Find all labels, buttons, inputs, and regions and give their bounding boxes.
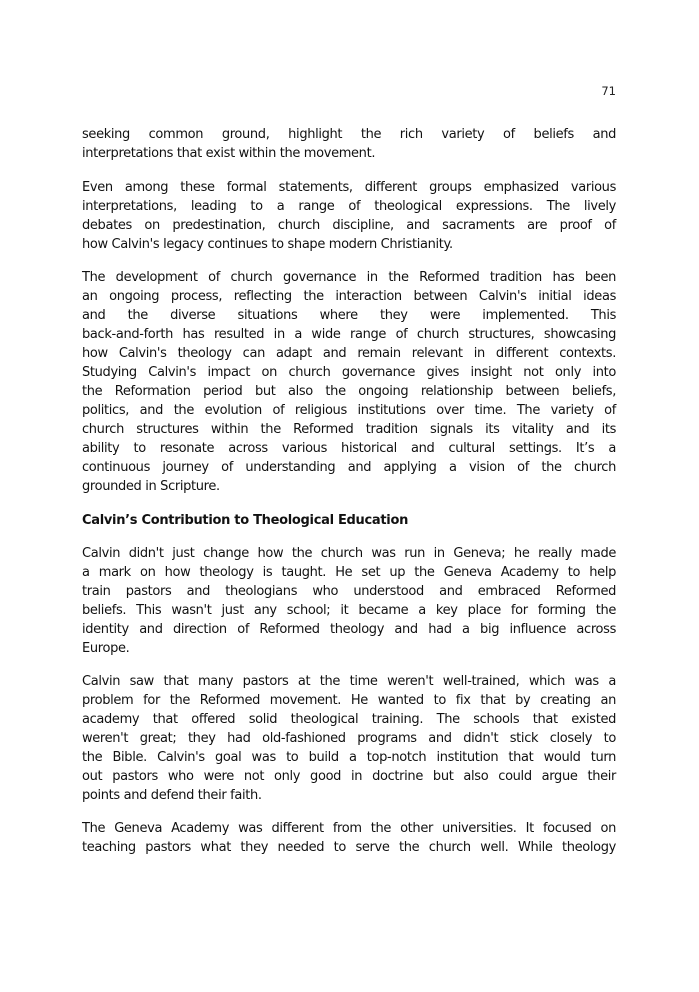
text-line: out pastors who were not only good in doctrine but also could argue their bbox=[82, 769, 616, 784]
text-line: how Calvin's theology can adapt and remain relevant in different contexts. bbox=[82, 346, 616, 361]
text-line: academy that offered solid theological training. The schools that existed bbox=[82, 712, 616, 727]
text-line: Calvin saw that many pastors at the time weren't well-trained, which was a bbox=[82, 674, 616, 689]
text-line: continuous journey of understanding and applying a vision of the church bbox=[82, 460, 616, 475]
text-line: The Geneva Academy was different from the other universities. It focused on bbox=[82, 821, 616, 836]
paragraph-1 bbox=[82, 125, 616, 163]
text-line: politics, and the evolution of religious institutions over time. The variety of bbox=[82, 403, 616, 418]
text-line: Studying Calvin's impact on church governance gives insight not only into bbox=[82, 365, 616, 380]
text-line: and the diverse situations where they were implemented. This bbox=[82, 308, 616, 323]
text-line: Europe. bbox=[82, 641, 130, 656]
text-line: identity and direction of Reformed theology and had a big influence across bbox=[82, 622, 616, 637]
text-line: interpretations that exist within the movement. bbox=[82, 146, 376, 161]
paragraph-3 bbox=[82, 268, 616, 496]
text-line: the Reformation period but also the ongoing relationship between beliefs, bbox=[82, 384, 616, 399]
text-line: how Calvin's legacy continues to shape modern Christianity. bbox=[82, 237, 453, 252]
section-paragraph-3 bbox=[82, 819, 616, 857]
text-line: teaching pastors what they needed to serve the church well. While theology bbox=[82, 840, 616, 855]
text-line: seeking common ground, highlight the rich variety of beliefs and bbox=[82, 127, 616, 142]
text-line: an ongoing process, reflecting the interaction between Calvin's initial ideas bbox=[82, 289, 616, 304]
text-line: church structures within the Reformed tradition signals its vitality and its bbox=[82, 422, 616, 437]
text-line: problem for the Reformed movement. He wanted to fix that by creating an bbox=[82, 693, 616, 708]
text-line: Calvin didn't just change how the church was run in Geneva; he really made bbox=[82, 546, 616, 561]
paragraph-2 bbox=[82, 178, 616, 254]
text-line: grounded in Scripture. bbox=[82, 479, 220, 494]
text-line: train pastors and theologians who understood and embraced Reformed bbox=[82, 584, 616, 599]
text-line: weren't great; they had old-fashioned programs and didn't stick closely to bbox=[82, 731, 616, 746]
text-line: ability to resonate across various historical and cultural settings. It’s a bbox=[82, 441, 616, 456]
text-line: beliefs. This wasn't just any school; it became a key place for forming the bbox=[82, 603, 616, 618]
text-line: The development of church governance in the Reformed tradition has been bbox=[82, 270, 616, 285]
text-line: interpretations, leading to a range of theological expressions. The lively bbox=[82, 199, 616, 214]
text-line: points and defend their faith. bbox=[82, 788, 262, 803]
text-line: the Bible. Calvin's goal was to build a top-notch institution that would turn bbox=[82, 750, 616, 765]
text-line: Even among these formal statements, different groups emphasized various bbox=[82, 180, 616, 195]
section-paragraph-1 bbox=[82, 544, 616, 658]
page-number: 71 bbox=[601, 84, 616, 98]
text-line: a mark on how theology is taught. He set up the Geneva Academy to help bbox=[82, 565, 616, 580]
text-line: back-and-forth has resulted in a wide range of church structures, showcasing bbox=[82, 327, 616, 342]
section-paragraph-2 bbox=[82, 672, 616, 805]
section-heading: Calvin’s Contribution to Theological Education bbox=[82, 513, 409, 528]
text-line: debates on predestination, church discipline, and sacraments are proof of bbox=[82, 218, 616, 233]
